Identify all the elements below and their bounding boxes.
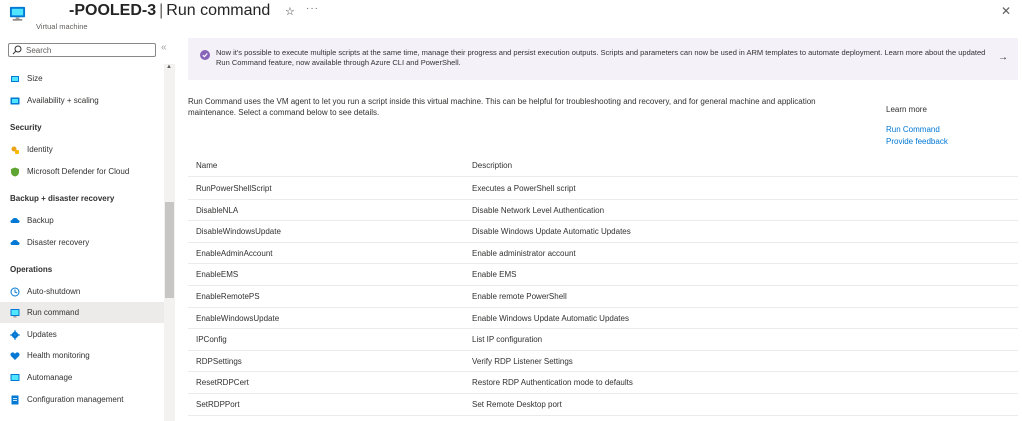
sidebar-item-updates[interactable] (0, 324, 164, 345)
favorite-star-icon[interactable]: ☆ (285, 6, 295, 18)
table-row[interactable] (188, 243, 1018, 265)
arrow-right-icon[interactable]: → (998, 52, 1008, 63)
command-name: EnableWindowsUpdate (196, 313, 280, 323)
menu-section-header: Backup + disaster recovery (10, 194, 115, 203)
provide-feedback-link[interactable]: Provide feedback (886, 137, 948, 146)
info-banner[interactable] (188, 38, 1018, 80)
virtual-machine-icon (9, 5, 26, 22)
run-command-link[interactable]: Run Command (886, 125, 940, 134)
command-description: Executes a PowerShell script (472, 184, 576, 193)
search-placeholder: Search (26, 45, 52, 55)
intro-text: Run Command uses the VM agent to let you run a script inside this virtual machine. This can be helpful for troubleshooting and recovery, and for general machine and application maintenance. Select a command below to see details. (188, 97, 816, 117)
sidebar-item-configuration-management[interactable] (0, 389, 164, 410)
sidebar-item-health-monitoring[interactable] (0, 345, 164, 366)
health-icon (10, 351, 20, 361)
blade-header (0, 0, 1022, 38)
sidebar-item-label: Configuration management (27, 395, 124, 404)
sidebar-item-label: Auto-shutdown (27, 287, 81, 296)
sidebar-item-label: Availability + scaling (27, 96, 99, 105)
sidebar-item-disaster-recovery[interactable] (0, 232, 164, 253)
sidebar-item-label: Identity (27, 145, 53, 154)
sidebar-item-automanage[interactable] (0, 367, 164, 388)
page-title: -POOLED-3 | Run command (69, 2, 271, 19)
sidebar-item-availability-scaling[interactable] (0, 90, 164, 111)
command-name: EnableAdminAccount (196, 248, 273, 258)
scrollbar-thumb[interactable] (165, 202, 174, 298)
collapse-menu-icon[interactable]: « (161, 42, 167, 53)
backup-icon (10, 216, 20, 226)
scroll-up-icon[interactable]: ▲ (166, 64, 172, 70)
run-command-icon (10, 308, 20, 318)
search-icon (12, 45, 22, 55)
command-description: Disable Windows Update Automatic Updates (472, 227, 631, 237)
learn-more-heading: Learn more (886, 105, 927, 114)
table-row[interactable] (188, 221, 1018, 243)
command-description: List IP configuration (472, 335, 543, 345)
command-description: Set Remote Desktop port (472, 400, 562, 409)
sidebar-item-identity[interactable] (0, 139, 164, 160)
main-content (188, 38, 1022, 421)
command-description: Enable EMS (472, 270, 517, 280)
disaster-recovery-icon (10, 238, 20, 248)
sidebar-item-label: Automanage (27, 373, 73, 382)
command-name: RDPSettings (196, 356, 242, 366)
command-name: DisableWindowsUpdate (196, 227, 281, 237)
table-row[interactable] (188, 372, 1018, 394)
command-name: DisableNLA (196, 205, 239, 215)
command-name: IPConfig (196, 335, 227, 345)
sidebar-item-label: Backup (27, 216, 54, 225)
command-description: Enable administrator account (472, 248, 576, 258)
search-input[interactable] (8, 43, 156, 57)
table-row[interactable] (188, 286, 1018, 308)
sidebar-item-auto-shutdown[interactable] (0, 281, 164, 302)
command-description: Verify RDP Listener Settings (472, 356, 573, 366)
command-description: Restore RDP Authentication mode to defaults (472, 378, 633, 388)
banner-text: Now it's possible to execute multiple scripts at the same time, manage their progress and persist execution outputs. Scripts and parameters can now be used in ARM templates to automate deployment. Learn more about the updated Run Command feature, now available through Azure CLI and PowerShell. (216, 48, 986, 67)
document-icon (10, 395, 20, 405)
menu-scrollbar[interactable] (164, 64, 175, 421)
command-description: Disable Network Level Authentication (472, 205, 605, 215)
command-description: Enable remote PowerShell (472, 292, 567, 301)
column-header-description[interactable]: Description (472, 161, 513, 170)
automanage-icon (10, 373, 20, 383)
more-options-icon[interactable]: ··· (306, 3, 319, 14)
clock-icon (10, 287, 20, 297)
sidebar-item-microsoft-defender-for-cloud[interactable] (0, 161, 164, 182)
command-name: ResetRDPCert (196, 378, 249, 388)
sidebar-item-size[interactable] (0, 68, 164, 89)
table-row[interactable] (188, 351, 1018, 373)
sidebar-item-run-command[interactable] (0, 302, 164, 323)
sidebar-item-backup[interactable] (0, 210, 164, 231)
checkmark-circle-icon (200, 50, 210, 60)
menu-section-header: Security (10, 123, 42, 132)
table-row[interactable] (188, 329, 1018, 351)
table-row[interactable] (188, 200, 1018, 222)
table-row[interactable] (188, 394, 1018, 416)
gear-icon (10, 330, 20, 340)
sidebar-item-label: Health monitoring (27, 351, 90, 360)
sidebar-item-label: Disaster recovery (27, 238, 90, 247)
sidebar-item-label: Run command (27, 308, 80, 317)
table-row[interactable] (188, 308, 1018, 330)
column-header-name[interactable]: Name (196, 161, 218, 170)
identity-icon (10, 145, 20, 155)
command-name: SetRDPPort (196, 400, 240, 409)
command-name: EnableRemotePS (196, 292, 260, 301)
availability-icon (10, 96, 20, 106)
sidebar-item-label: Microsoft Defender for Cloud (27, 167, 130, 176)
defender-icon (10, 167, 20, 177)
close-icon[interactable]: ✕ (1001, 4, 1012, 18)
page-subtitle: Virtual machine (36, 22, 88, 31)
sidebar-item-label: Size (27, 74, 43, 83)
command-name: EnableEMS (196, 270, 239, 280)
table-row[interactable] (188, 264, 1018, 286)
command-name: RunPowerShellScript (196, 184, 272, 193)
size-icon (10, 74, 20, 84)
table-row[interactable] (188, 178, 1018, 200)
table-header (188, 155, 1018, 177)
sidebar-item-label: Updates (27, 330, 57, 339)
command-description: Enable Windows Update Automatic Updates (472, 313, 629, 323)
resource-menu (0, 38, 176, 421)
menu-section-header: Operations (10, 265, 53, 274)
